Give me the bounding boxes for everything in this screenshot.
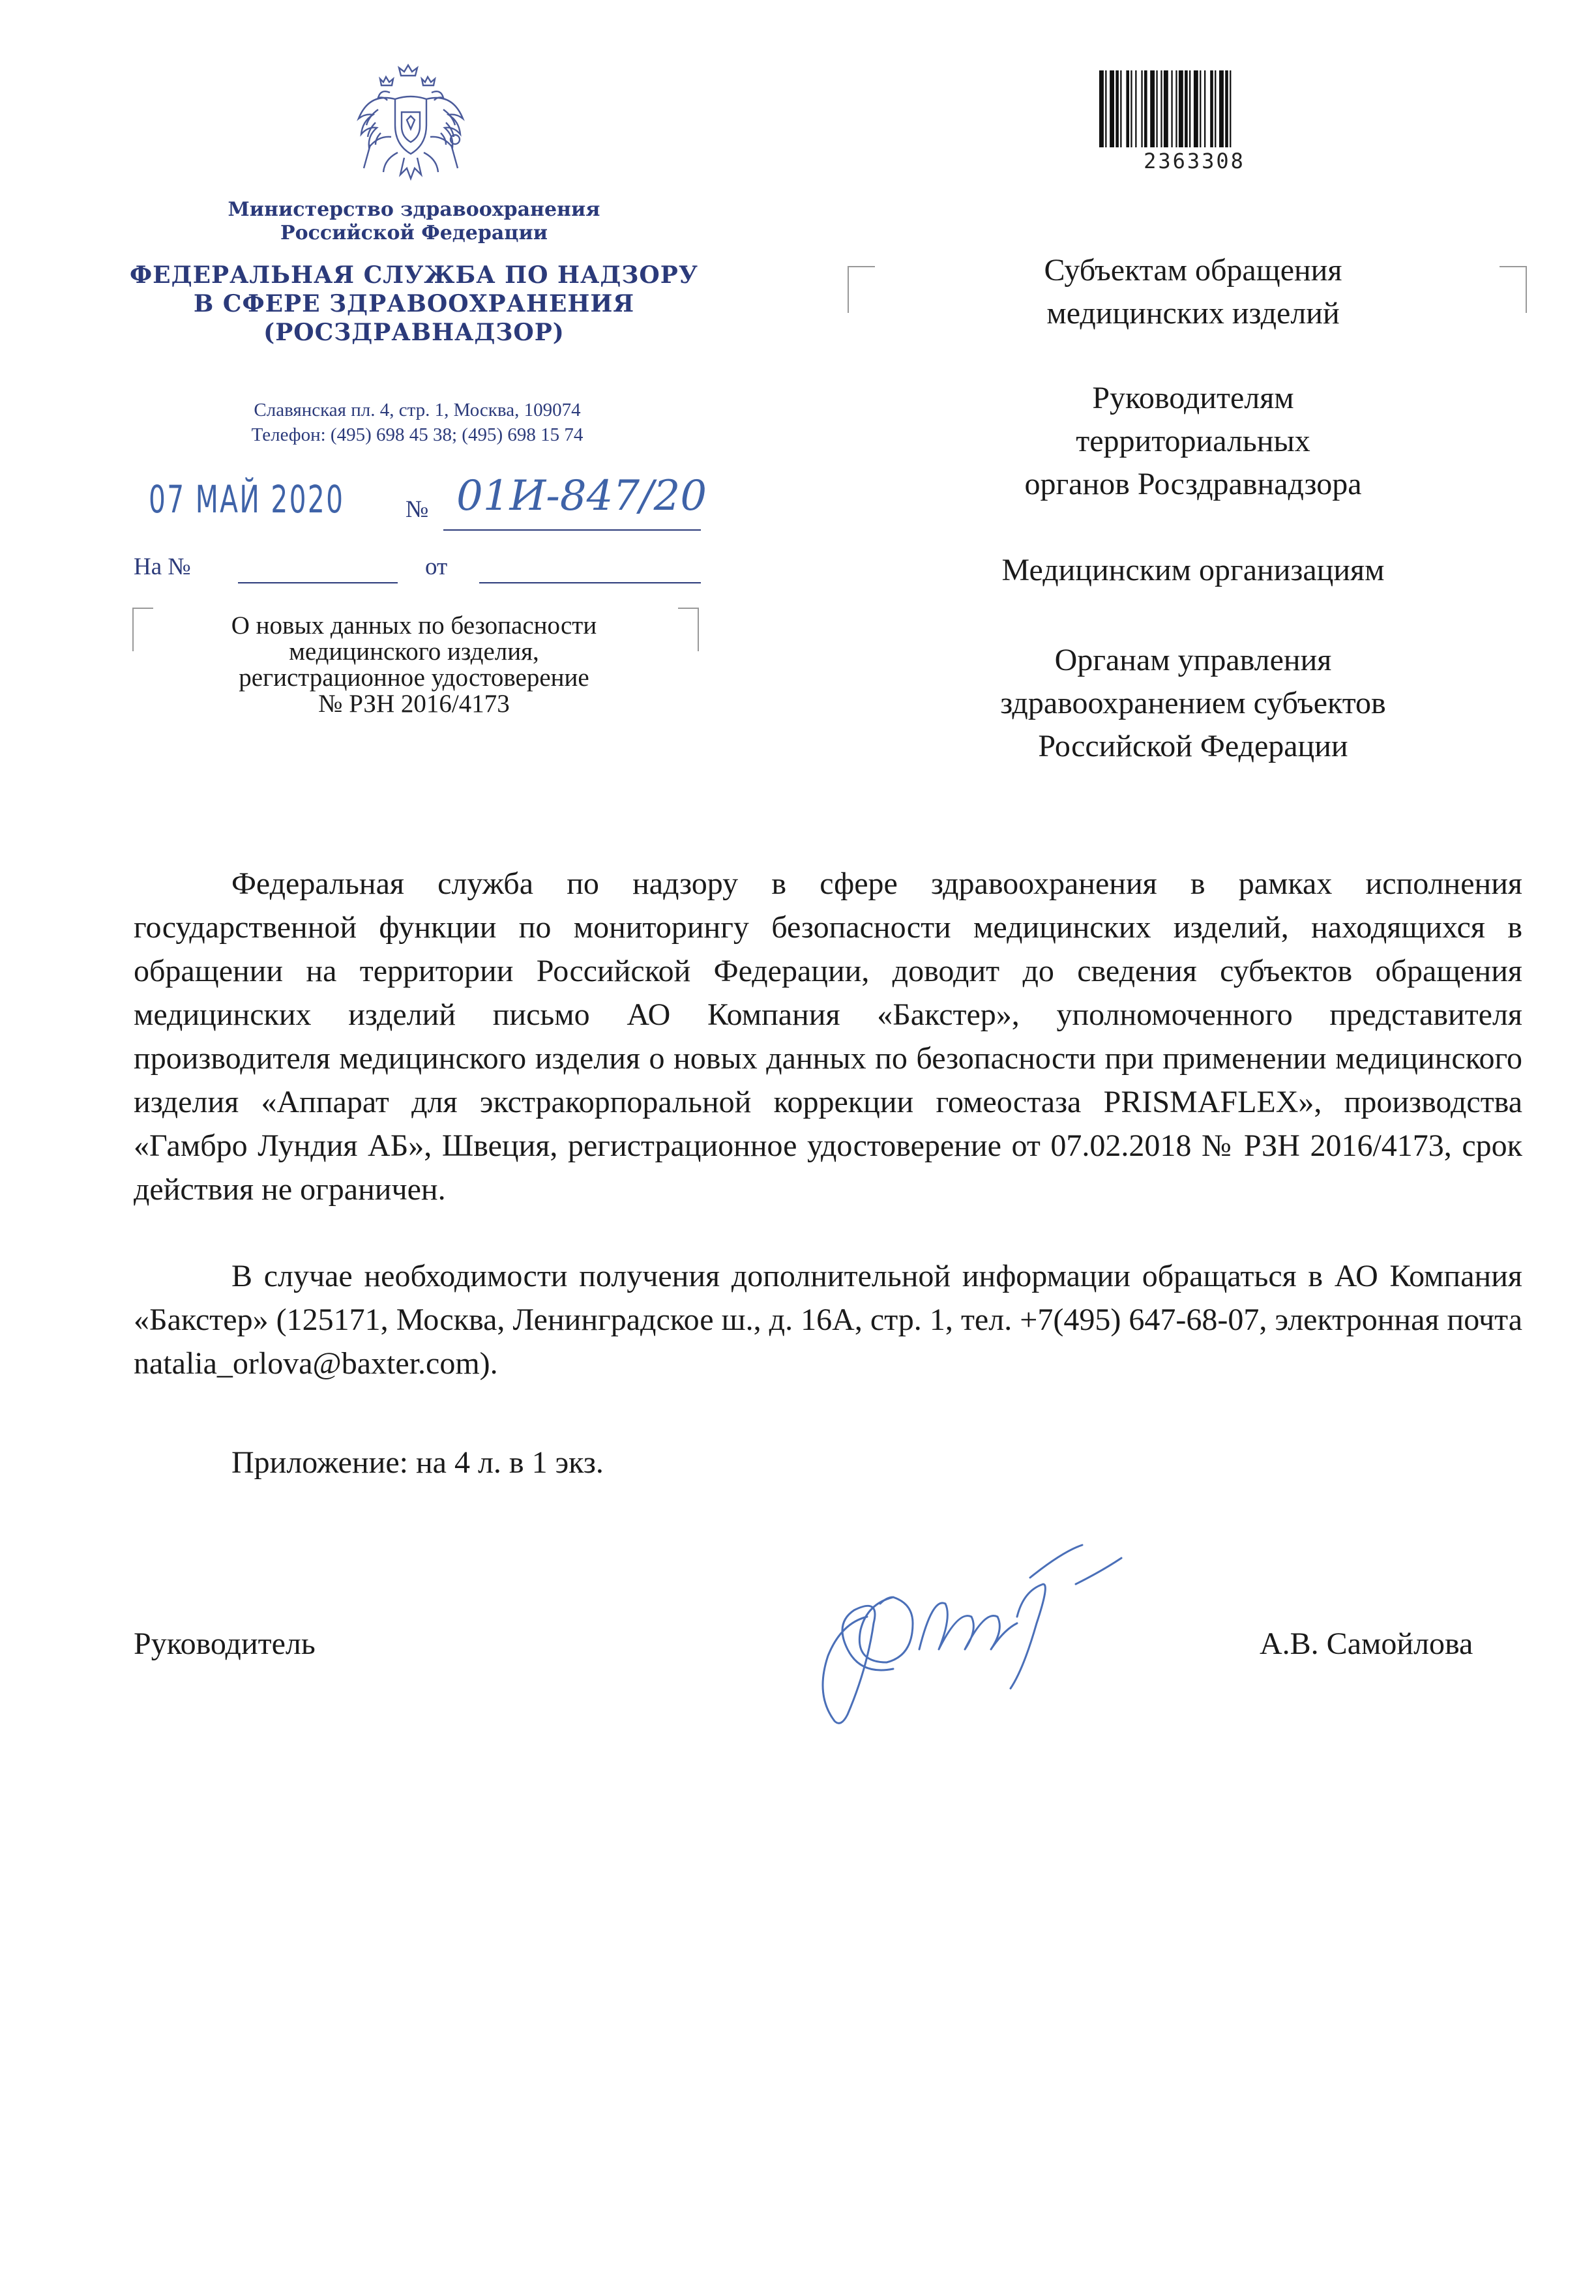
subject-line-4: № РЗН 2016/4173 [318,690,510,718]
barcode-number: 2363308 [1144,149,1245,173]
date-stamp: 07 МАЙ 2020 [149,477,345,522]
recipient-line: Руководителям [1092,381,1294,415]
recipient-group-1 [867,249,1519,335]
barcode-bar [1120,70,1121,147]
barcode-bar [1230,70,1231,147]
recipient-line: Субъектам обращения [1044,253,1342,287]
barcode-bar [1144,70,1147,147]
registration-number: 01И-847/20 [456,472,707,520]
subject-line-3: регистрационное удостоверение [239,664,589,692]
barcode-bar [1215,70,1216,147]
recipient-line: медицинских изделий [1046,296,1340,331]
barcode-bar [1219,70,1224,147]
recipient-line: органов Росздравнадзора [1024,467,1362,501]
barcode-bar [1225,70,1228,147]
body-paragraph-1: Федеральная служба по надзору в сфере здравоохранения в рамках исполнения государственной функции по мониторингу безопасности медицинских изделий, находящихся в обращении на территории Российской Федерации, доводит до сведения субъектов обращения медицинских изделий письмо АО Компания «Бакстер», уполномоченного представителя производителя медицинского изделия о новых данных по безопасности при применении медицинского изделия «Аппарат для экстракорпоральной коррекции гомеостаза PRISMAFLEX», производства «Гамбро Лундия АБ», Швеция, регистрационное удостоверение от 07.02.2018 № РЗН 2016/4173, срок действия не ограничен. [134,866,1522,1207]
attachment-note: Приложение: на 4 л. в 1 экз. [231,1445,604,1480]
barcode-bar [1130,70,1132,147]
handwritten-signature [815,1538,1193,1734]
barcode-bar [1126,70,1129,147]
barcode-bar [1210,70,1213,147]
barcode-bar [1116,70,1119,147]
number-underline [443,529,701,531]
barcode-bar [1160,70,1162,147]
barcode-bar [1194,70,1198,147]
from-date-field [479,582,701,583]
number-label: № [406,496,429,523]
ministry-line-2: Российской Федерации [280,222,548,244]
barcode-bar [1141,70,1142,147]
barcode-bar [1204,70,1205,147]
ministry-name [163,198,665,245]
barcode-bar [1105,70,1106,147]
barcode-bar [1135,70,1136,147]
address-block [143,398,691,447]
signatory-position: Руководитель [134,1626,316,1661]
ministry-line-1: Министерство здравоохранения [228,198,600,221]
service-name [104,261,724,347]
subject-block [143,613,685,717]
barcode [1097,70,1292,147]
barcode-bar [1175,70,1177,147]
recipient-line: территориальных [1076,424,1310,458]
barcode-bar [1200,70,1201,147]
coat-of-arms-emblem [352,60,469,190]
address-line: Славянская пл. 4, стр. 1, Москва, 109074 [254,400,581,420]
body-paragraph-2: В случае необходимости получения дополнительной информации обращаться в АО Компания «Бакстер» (125171, Москва, Ленинградское ш., д. 16А, стр. 1, тел. +7(495) 647-68-07, электронная почта natalia_orlova@baxter.com). [134,1259,1522,1381]
recipient-group-4 [867,639,1519,768]
barcode-bar [1179,70,1183,147]
subject-line-1: О новых данных по безопасности [231,611,597,640]
recipient-line: Органам управления [1054,643,1332,677]
reply-label: На № [134,553,191,580]
recipient-line: Российской Федерации [1038,729,1348,763]
signatory-name: А.В. Самойлова [1260,1626,1473,1661]
barcode-bar [1099,70,1104,147]
phone-line: Телефон: (495) 698 45 38; (495) 698 15 74 [251,424,584,445]
subject-line-2: медицинского изделия, [289,638,539,666]
from-label: от [425,553,448,580]
barcode-bar [1156,70,1157,147]
barcode-bar [1185,70,1188,147]
recipient-line: здравоохранением субъектов [1000,686,1386,720]
barcode-bar [1110,70,1114,147]
service-line-1: ФЕДЕРАЛЬНАЯ СЛУЖБА ПО НАДЗОРУ [130,261,698,289]
recipient-line: Медицинским организациям [1001,553,1385,587]
barcode-bar [1150,70,1155,147]
barcode-bar [1189,70,1190,147]
service-line-2: В СФЕРЕ ЗДРАВООХРАНЕНИЯ [193,290,635,317]
barcode-bar [1164,70,1168,147]
recipient-group-2 [867,377,1519,506]
service-line-3: (РОСЗДРАВНАДЗОР) [263,319,565,346]
reply-number-field [238,582,398,583]
recipient-group-3 [867,549,1519,592]
barcode-bar [1171,70,1172,147]
